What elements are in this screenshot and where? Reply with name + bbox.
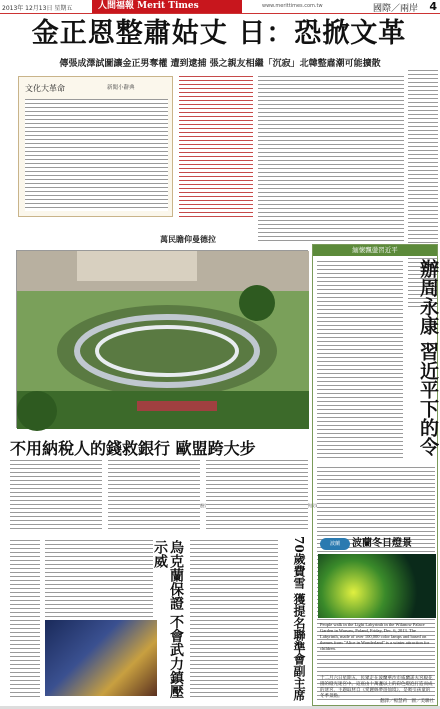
page-number: 4 (429, 0, 437, 13)
lantern-title[interactable]: 波蘭冬日燈景 (352, 538, 412, 549)
poland-logo-icon: 波蘭 (320, 538, 350, 550)
lantern-credit: 翻譯／楊慧莉 圖／美聯社 (380, 699, 434, 704)
left-edge-text (10, 540, 40, 700)
mandela-photo[interactable] (16, 250, 308, 428)
section-name: 國際／兩岸 (372, 4, 418, 14)
photo-caption-title: 萬民瞻仰曼德拉 (160, 235, 216, 244)
green-body-text (317, 261, 403, 461)
poland-lantern-box (318, 536, 436, 704)
sidebar-body-text (25, 99, 168, 211)
vertical-headline[interactable]: 辦周永康 習近平下的令 (417, 259, 439, 456)
main-headline[interactable]: 金正恩整肅姑丈 日：恐掀文革 (31, 18, 407, 49)
eu-article-col-1 (10, 460, 102, 532)
ukraine-protest-photo[interactable] (45, 620, 157, 696)
masthead (0, 0, 440, 14)
ukraine-article-text (45, 540, 153, 620)
website-url[interactable]: www.merittimes.com.tw (262, 3, 323, 9)
fed-headline[interactable]: 70歲費雪 獲提名聯準會副主席 (292, 536, 306, 701)
eu-article-col-2 (108, 460, 200, 532)
ukraine-headline[interactable]: 烏克蘭保證 不會武力鎮壓示威 (152, 540, 184, 699)
lantern-english-caption: People walk in the Light Labyrinth in the Wilanow Palace Garden in Warsaw, Poland, Friday, Dec. 6, 2013. The Labyrinth, made of over 100,000 color lamps and based on themes from "Alice in Wonderland" is a winter attraction for children. (320, 622, 430, 651)
article-body-top (258, 76, 404, 244)
eu-bank-headline[interactable]: 不用納稅人的錢救銀行 歐盟跨大步 (10, 439, 256, 458)
sub-headline: 傳張成澤試圖讓金正男奪權 遭到逮捕 張之親友相繼「沉寂」北韓整肅潮可能擴散 (59, 59, 381, 69)
sidebar-subtitle: 新聞小辭典 (107, 85, 135, 91)
fed-article-text (190, 540, 278, 700)
culture-revolution-sidebar (18, 76, 173, 217)
light-labyrinth-photo[interactable] (318, 554, 436, 618)
newspaper-logo[interactable]: 人間福報 Merit Times (92, 0, 242, 13)
article-column-red (179, 76, 253, 218)
lantern-chinese-caption: 十二月六日星期五，民眾走在波蘭華沙市威蘭諾夫宮殿花園的燈光迷宮中。這座由十萬盞以上的彩色燈泡打造而成的迷宮，主題取材自《愛麗絲夢遊仙境》，是吸引孩童的冬季景點。 (320, 676, 433, 699)
eu-article-col-3 (206, 460, 308, 532)
green-section-label: 緬懷飄盪習近平 (313, 245, 437, 256)
crowd-landscape-image (17, 251, 309, 429)
sidebar-title: 文化大革命 (25, 84, 65, 93)
issue-date: 2013年 12月13日 星期五 (2, 5, 73, 12)
